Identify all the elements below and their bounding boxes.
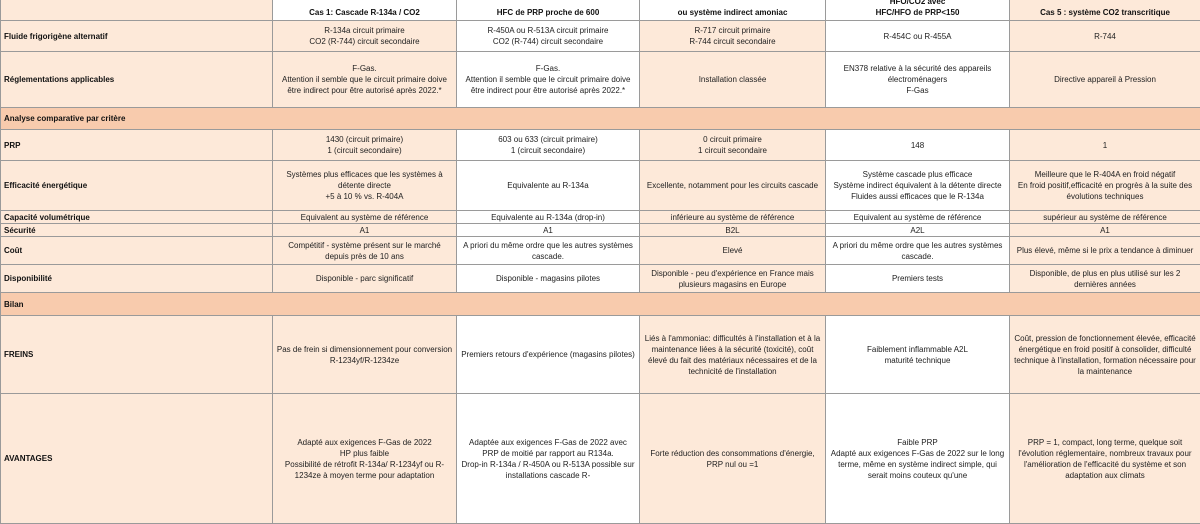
row-label-bottom-0: FREINS bbox=[1, 316, 273, 394]
table-row bbox=[1, 21, 1200, 52]
column-header: HFC de PRP proche de 600 bbox=[457, 0, 640, 21]
row-label-mid-0: PRP bbox=[1, 130, 273, 161]
table-cell: Système cascade plus efficace Système indirect équivalent à la détente directe Fluides aussi efficaces que le R-134a bbox=[826, 161, 1010, 211]
row-label-mid-2: Capacité volumétrique bbox=[1, 211, 273, 224]
table-cell: Adaptée aux exigences F-Gas de 2022 avec PRP de moitié par rapport au R134a. Drop-in R-134a / R-450A ou R-513A possible sur installations cascade R- bbox=[457, 394, 640, 524]
section-row bbox=[1, 293, 1200, 316]
table-cell: A1 bbox=[1010, 224, 1200, 237]
table-cell: 1430 (circuit primaire) 1 (circuit secondaire) bbox=[273, 130, 457, 161]
table-row bbox=[1, 265, 1200, 293]
table-row bbox=[1, 237, 1200, 265]
column-header: Cas 5 : système CO2 transcritique bbox=[1010, 0, 1200, 21]
row-label-top-1: Réglementations applicables bbox=[1, 52, 273, 108]
table-cell: Liés à l'ammoniac: difficultés à l'installation et à la maintenance liées à la sécurité (toxicité), coût élevé du fait des matériaux nécessaires et de la technicité de l'installation bbox=[640, 316, 826, 394]
table-row bbox=[1, 161, 1200, 211]
row-label-bottom-1: AVANTAGES bbox=[1, 394, 273, 524]
table-cell: A2L bbox=[826, 224, 1010, 237]
table-row bbox=[1, 52, 1200, 108]
table-cell: Equivalente au R-134a bbox=[457, 161, 640, 211]
table-row bbox=[1, 224, 1200, 237]
column-header: ou système indirect amoniac bbox=[640, 0, 826, 21]
table-cell: EN378 relative à la sécurité des appareils électroménagers F-Gas bbox=[826, 52, 1010, 108]
table-cell: Equivalent au système de référence bbox=[273, 211, 457, 224]
table-cell: Installation classée bbox=[640, 52, 826, 108]
table-cell: Excellente, notamment pour les circuits cascade bbox=[640, 161, 826, 211]
table-cell: 603 ou 633 (circuit primaire) 1 (circuit secondaire) bbox=[457, 130, 640, 161]
table-cell: R-134a circuit primaire CO2 (R-744) circuit secondaire bbox=[273, 21, 457, 52]
table-cell: Equivalente au R-134a (drop-in) bbox=[457, 211, 640, 224]
section-title-analyse: Analyse comparative par critère bbox=[1, 108, 1200, 130]
table-cell: A priori du même ordre que les autres systèmes cascade. bbox=[826, 237, 1010, 265]
table-cell: Disponible, de plus en plus utilisé sur les 2 dernières années bbox=[1010, 265, 1200, 293]
table-cell: F-Gas. Attention il semble que le circuit primaire doive être indirect pour être autorisé après 2022.* bbox=[273, 52, 457, 108]
table-cell: R-717 circuit primaire R-744 circuit secondaire bbox=[640, 21, 826, 52]
table-cell: R-744 bbox=[1010, 21, 1200, 52]
table-body bbox=[1, 0, 1200, 524]
table-cell: Directive appareil à Pression bbox=[1010, 52, 1200, 108]
table-cell: Compétitif - système présent sur le marché depuis près de 10 ans bbox=[273, 237, 457, 265]
column-header bbox=[1, 0, 273, 21]
table-cell: Pas de frein si dimensionnement pour conversion R-1234yf/R-1234ze bbox=[273, 316, 457, 394]
table-row bbox=[1, 130, 1200, 161]
table-cell: A1 bbox=[273, 224, 457, 237]
table-row bbox=[1, 316, 1200, 394]
table-cell: Faible PRP Adapté aux exigences F-Gas de 2022 sur le long terme, même en système indirect simple, qui serait moins couteux qu'une bbox=[826, 394, 1010, 524]
row-label-top-0: Fluide frigorigène alternatif bbox=[1, 21, 273, 52]
table-cell: Systèmes plus efficaces que les systèmes à détente directe +5 à 10 % vs. R-404A bbox=[273, 161, 457, 211]
table-cell: Meilleure que le R-404A en froid négatif En froid positif,efficacité en progrès à la suite des évolutions techniques bbox=[1010, 161, 1200, 211]
table-cell: R-450A ou R-513A circuit primaire CO2 (R-744) circuit secondaire bbox=[457, 21, 640, 52]
table-cell: Plus élevé, même si le prix a tendance à diminuer bbox=[1010, 237, 1200, 265]
table-cell: Disponible - magasins pilotes bbox=[457, 265, 640, 293]
table-cell: Equivalent au système de référence bbox=[826, 211, 1010, 224]
table-cell: Premiers tests bbox=[826, 265, 1010, 293]
table-row bbox=[1, 211, 1200, 224]
table-cell: R-454C ou R-455A bbox=[826, 21, 1010, 52]
table-cell: supérieur au système de référence bbox=[1010, 211, 1200, 224]
header-row bbox=[1, 0, 1200, 21]
table-cell: F-Gas. Attention il semble que le circuit primaire doive être indirect pour être autorisé après 2022.* bbox=[457, 52, 640, 108]
table-cell: 0 circuit primaire 1 circuit secondaire bbox=[640, 130, 826, 161]
table-cell: Coût, pression de fonctionnement élevée, efficacité énergétique en froid positif à consolider, difficulté technique à l'installation, formation nécessaire pour la maintenance bbox=[1010, 316, 1200, 394]
table-cell: 148 bbox=[826, 130, 1010, 161]
table-row bbox=[1, 394, 1200, 524]
table-cell: PRP = 1, compact, long terme, quelque soit l'évolution réglementaire, nombreux travaux pour l'amélioration de l'efficacité du système et son adaptation aux climats bbox=[1010, 394, 1200, 524]
table-cell: inférieure au système de référence bbox=[640, 211, 826, 224]
table-cell: 1 bbox=[1010, 130, 1200, 161]
column-header: HFO/CO2 avec HFC/HFO de PRP<150 bbox=[826, 0, 1010, 21]
section-row bbox=[1, 108, 1200, 130]
row-label-mid-4: Coût bbox=[1, 237, 273, 265]
table-cell: Faiblement inflammable A2L maturité technique bbox=[826, 316, 1010, 394]
table-cell: Adapté aux exigences F-Gas de 2022 HP plus faible Possibilité de rétrofit R-134a/ R-1234yf ou R-1234ze à moyen terme pour adaptation bbox=[273, 394, 457, 524]
table-cell: Premiers retours d'expérience (magasins pilotes) bbox=[457, 316, 640, 394]
column-header: Cas 1: Cascade R-134a / CO2 bbox=[273, 0, 457, 21]
table-cell: Elevé bbox=[640, 237, 826, 265]
table-cell: B2L bbox=[640, 224, 826, 237]
section-title-bilan: Bilan bbox=[1, 293, 1200, 316]
table-cell: A1 bbox=[457, 224, 640, 237]
row-label-mid-1: Efficacité énergétique bbox=[1, 161, 273, 211]
table-cell: Disponible - parc significatif bbox=[273, 265, 457, 293]
table-cell: Forte réduction des consommations d'énergie, PRP nul ou =1 bbox=[640, 394, 826, 524]
table-cell: Disponible - peu d'expérience en France mais plusieurs magasins en Europe bbox=[640, 265, 826, 293]
row-label-mid-3: Sécurité bbox=[1, 224, 273, 237]
table-cell: A priori du même ordre que les autres systèmes cascade. bbox=[457, 237, 640, 265]
row-label-mid-5: Disponibilité bbox=[1, 265, 273, 293]
